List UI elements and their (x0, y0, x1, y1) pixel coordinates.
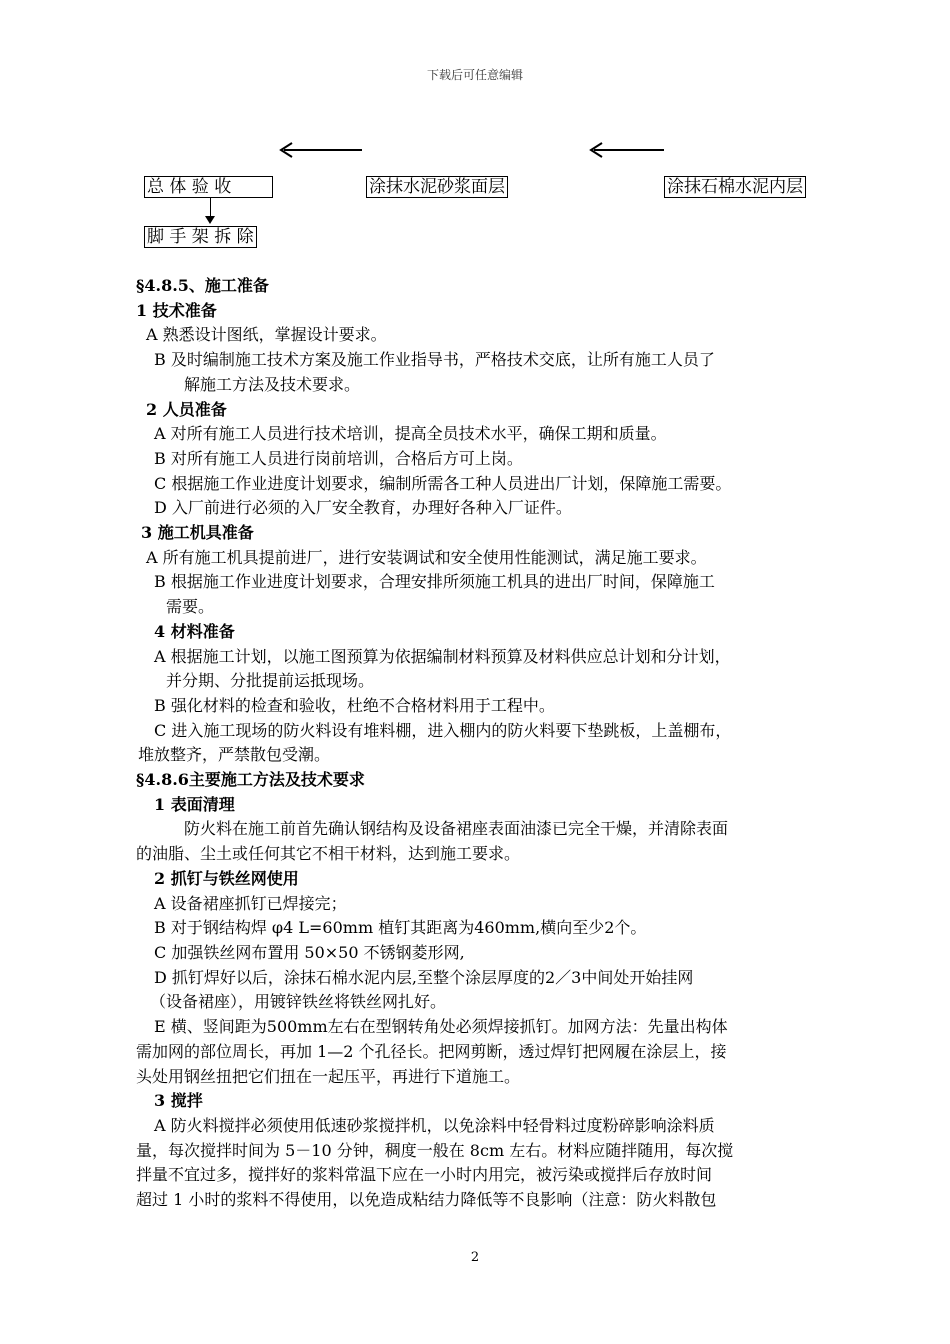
subsection-heading: 4 材料准备 (154, 621, 235, 641)
subsection-heading: 3 施工机具准备 (141, 523, 254, 543)
body-line: A 所有施工机具提前进厂，进行安装调试和安全使用性能测试，满足施工要求。 (146, 547, 707, 567)
body-line: D 入厂前进行必须的入厂安全教育，办理好各种入厂证件。 (154, 498, 572, 518)
body-line: C 根据施工作业进度计划要求，编制所需各工种人员进出厂计划，保障施工需要。 (154, 473, 732, 493)
body-line: 并分期、分批提前运抵现场。 (166, 671, 375, 691)
body-line: C 进入施工现场的防火料设有堆料棚，进入棚内的防火料要下垫跳板，上盖棚布， (154, 720, 732, 740)
flow-down-line (210, 198, 211, 218)
page-header: 下载后可任意编辑 (426, 68, 523, 82)
subsection-heading: 1 技术准备 (136, 300, 217, 320)
body-line: B 强化材料的检查和验收，杜绝不合格材料用于工程中。 (154, 695, 555, 715)
subsection-heading: 2 抓钉与铁丝网使用 (154, 868, 299, 888)
left-arrow-icon (588, 140, 666, 160)
body-line: 防火料在施工前首先确认钢结构及设备裙座表面油漆已完全干燥，并清除表面 (184, 819, 729, 839)
flow-step-mortar-layer: 涂抹水泥砂浆面层 (366, 176, 508, 198)
body-line: 需加网的部位周长，再加 1—2 个孔径长。把网剪断，透过焊钉把网履在涂层上，接 (136, 1041, 727, 1061)
subsection-heading: 2 人员准备 (146, 399, 227, 419)
subsection-heading: 1 表面清理 (154, 794, 235, 814)
body-line: C 加强铁丝网布置用 50×50 不锈钢菱形网, (154, 942, 465, 962)
body-line: 解施工方法及技术要求。 (184, 374, 361, 394)
body-line: B 根据施工作业进度计划要求，合理安排所须施工机具的进出厂时间，保障施工 (154, 572, 715, 592)
body-line: 量，每次搅拌时间为 5－10 分钟，稠度一般在 8cm 左右。材料应随拌随用，每次搅 (136, 1140, 734, 1160)
page-number: 2 (470, 1250, 480, 1265)
section-heading: §4.8.5、施工准备 (136, 276, 269, 295)
flow-step-asbestos-layer: 涂抹石棉水泥内层 (664, 176, 806, 198)
body-line: 头处用钢丝扭把它们扭在一起压平，再进行下道施工。 (136, 1066, 521, 1086)
arrow-down-icon (205, 216, 215, 224)
body-line: B 及时编制施工技术方案及施工作业指导书，严格技术交底，让所有施工人员了 (154, 350, 715, 370)
body-line: A 防火料搅拌必须使用低速砂浆搅拌机，以免涂料中轻骨料过度粉碎影响涂料质 (154, 1115, 715, 1135)
body-line: 的油脂、尘土或任何其它不相干材料，达到施工要求。 (136, 844, 521, 864)
body-line: 拌量不宜过多，搅拌好的浆料常温下应在一小时内用完，被污染或搅拌后存放时间 (136, 1165, 713, 1185)
body-line: B 对于钢结构焊 φ4 L=60mm 植钉其距离为460mm,横向至少2个。 (154, 918, 647, 938)
body-line: 堆放整齐，严禁散包受潮。 (138, 745, 331, 765)
subsection-heading: 3 搅拌 (154, 1091, 203, 1111)
flow-step-scaffold-removal: 脚 手 架 拆 除 (144, 226, 257, 248)
flow-step-acceptance: 总 体 验 收 (144, 176, 273, 198)
left-arrow-icon (278, 140, 364, 160)
body-line: 需要。 (166, 597, 215, 617)
body-line: A 根据施工计划，以施工图预算为依据编制材料预算及材料供应总计划和分计划， (154, 646, 731, 666)
body-line: （设备裙座），用镀锌铁丝将铁丝网扎好。 (150, 992, 447, 1012)
body-line: 超过 1 小时的浆料不得使用，以免造成粘结力降低等不良影响（注意：防火料散包 (136, 1190, 717, 1210)
document-body (136, 274, 852, 1213)
body-line: A 对所有施工人员进行技术培训，提高全员技术水平，确保工期和质量。 (154, 424, 667, 444)
body-line: D 抓钉焊好以后，涂抹石棉水泥内层,至整个涂层厚度的2／3中间处开始挂网 (154, 967, 694, 987)
body-line: A 熟悉设计图纸，掌握设计要求。 (146, 325, 387, 345)
body-line: E 横、竖间距为500mm左右在型钢转角处必须焊接抓钉。加网方法：先量出构体 (154, 1017, 728, 1037)
body-line: A 设备裙座抓钉已焊接完； (154, 893, 347, 913)
body-line: B 对所有施工人员进行岗前培训，合格后方可上岗。 (154, 448, 523, 468)
section-heading: §4.8.6主要施工方法及技术要求 (136, 770, 365, 790)
